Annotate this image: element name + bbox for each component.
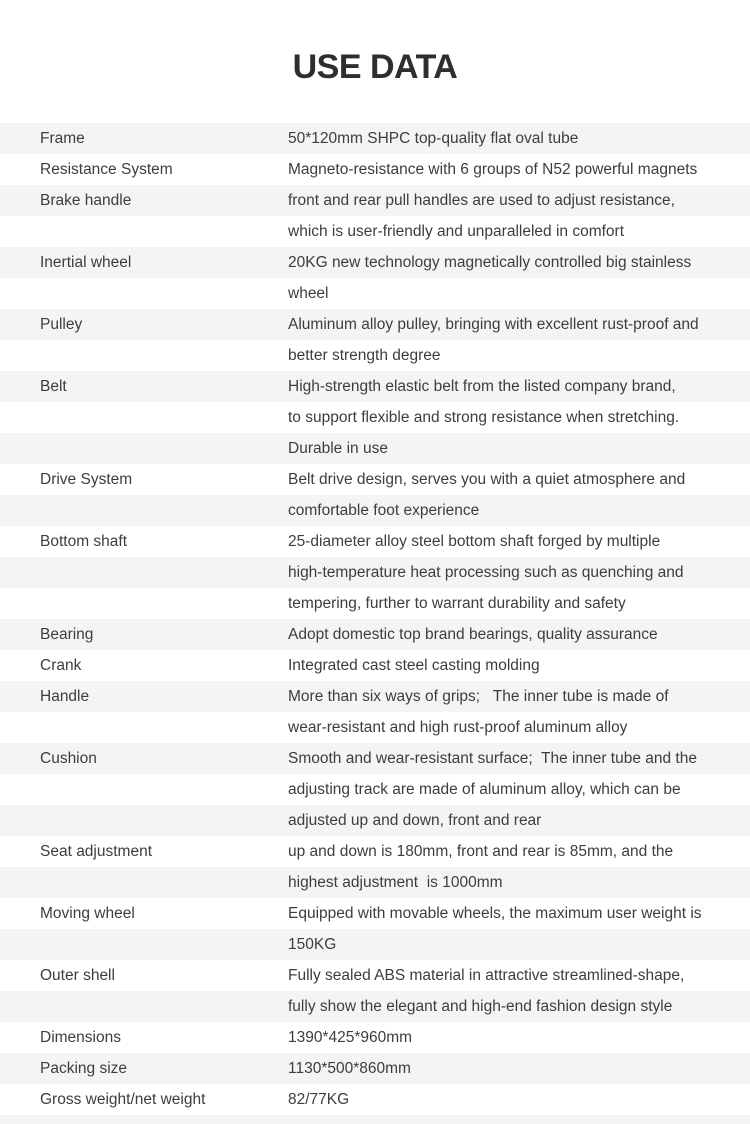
- spec-value-line: High-strength elastic belt from the listed company brand,: [288, 378, 676, 395]
- spec-value-line: Magneto-resistance with 6 groups of N52 powerful magnets: [288, 161, 698, 178]
- spec-label: Resistance System: [40, 161, 173, 178]
- spec-value-line: fully show the elegant and high-end fashion design style: [288, 998, 673, 1015]
- table-row-line: [0, 247, 750, 278]
- spec-value-line: Aluminum alloy pulley, bringing with excellent rust-proof and: [288, 316, 699, 333]
- spec-value-line: adjusted up and down, front and rear: [288, 812, 542, 829]
- spec-value-line: 25-diameter alloy steel bottom shaft forged by multiple: [288, 533, 661, 550]
- spec-value-line: 150KG: [288, 936, 337, 953]
- spec-value-line: 1130*500*860mm: [288, 1060, 411, 1077]
- table-row-line: [0, 1053, 750, 1084]
- spec-label: Inertial wheel: [40, 254, 132, 271]
- spec-value-line: highest adjustment is 1000mm: [288, 874, 503, 891]
- spec-value-line: Adopt domestic top brand bearings, quality assurance: [288, 626, 658, 643]
- page-header: [0, 0, 750, 123]
- spec-label: Gross weight/net weight: [40, 1091, 206, 1108]
- spec-label: Moving wheel: [40, 905, 135, 922]
- spec-value-line: wear-resistant and high rust-proof aluminum alloy: [288, 719, 628, 736]
- table-row-line: [0, 278, 750, 309]
- spec-value-line: Smooth and wear-resistant surface; The inner tube and the: [288, 750, 697, 767]
- table-row-line: [0, 712, 750, 743]
- table-row-line: [0, 216, 750, 247]
- spec-value-line: comfortable foot experience: [288, 502, 480, 519]
- table-row-line: [0, 309, 750, 340]
- table-row-line: [0, 960, 750, 991]
- spec-value-line: which is user-friendly and unparalleled in comfort: [288, 223, 624, 240]
- table-row-line: [0, 588, 750, 619]
- table-row-line: [0, 154, 750, 185]
- spec-label: Outer shell: [40, 967, 115, 984]
- spec-label: Packing size: [40, 1060, 128, 1077]
- spec-value-line: better strength degree: [288, 347, 441, 364]
- spec-label: Bearing: [40, 626, 94, 643]
- spec-value-line: wheel: [288, 285, 329, 302]
- table-row-line: [0, 557, 750, 588]
- spec-label: Cushion: [40, 750, 97, 767]
- spec-label: Frame: [40, 130, 85, 147]
- spec-value-line: 50*120mm SHPC top-quality flat oval tube: [288, 130, 579, 147]
- spec-value-line: Fully sealed ABS material in attractive streamlined-shape,: [288, 967, 685, 984]
- table-row-line: [0, 123, 750, 154]
- table-row-line: [0, 185, 750, 216]
- table-row-line: [0, 1084, 750, 1115]
- table-row-line: [0, 929, 750, 960]
- table-row-line: [0, 805, 750, 836]
- spec-label: Belt: [40, 378, 67, 395]
- spec-label: Dimensions: [40, 1029, 121, 1046]
- table-row-line: [0, 526, 750, 557]
- spec-value-line: 20KG new technology magnetically controlled big stainless: [288, 254, 692, 271]
- spec-value-line: Belt drive design, serves you with a quiet atmosphere and: [288, 471, 686, 488]
- spec-label: Crank: [40, 657, 82, 674]
- table-row-line: [0, 836, 750, 867]
- table-row-line: [0, 371, 750, 402]
- spec-label: Brake handle: [40, 192, 132, 209]
- spec-value-line: high-temperature heat processing such as quenching and: [288, 564, 684, 581]
- spec-value-line: 1390*425*960mm: [288, 1029, 413, 1046]
- table-row-line: [0, 681, 750, 712]
- table-row-line: [0, 991, 750, 1022]
- table-row-line: [0, 898, 750, 929]
- spec-value-line: front and rear pull handles are used to adjust resistance,: [288, 192, 675, 209]
- spec-value-line: adjusting track are made of aluminum alloy, which can be: [288, 781, 681, 798]
- table-row-line: [0, 743, 750, 774]
- table-row-line: [0, 340, 750, 371]
- spec-label: Drive System: [40, 471, 133, 488]
- spec-value-line: Integrated cast steel casting molding: [288, 657, 540, 674]
- spec-value-line: to support flexible and strong resistance when stretching.: [288, 409, 680, 426]
- table-row-line: [0, 433, 750, 464]
- trailing-stripe: [0, 1115, 750, 1124]
- spec-value-line: More than six ways of grips; The inner tube is made of: [288, 688, 669, 705]
- table-row-line: [0, 464, 750, 495]
- table-row-line: [0, 495, 750, 526]
- spec-label: Pulley: [40, 316, 83, 333]
- table-row-line: [0, 774, 750, 805]
- table-row-line: [0, 619, 750, 650]
- spec-label: Handle: [40, 688, 90, 705]
- spec-value-line: Equipped with movable wheels, the maximum user weight is: [288, 905, 702, 922]
- table-row-line: [0, 867, 750, 898]
- spec-label: Seat adjustment: [40, 843, 153, 860]
- spec-label: Bottom shaft: [40, 533, 128, 550]
- spec-value-line: up and down is 180mm, front and rear is 85mm, and the: [288, 843, 674, 860]
- table-row-line: [0, 402, 750, 433]
- spec-value-line: 82/77KG: [288, 1091, 350, 1108]
- table-row-line: [0, 1022, 750, 1053]
- spec-value-line: tempering, further to warrant durability and safety: [288, 595, 626, 612]
- page-title: USE DATA: [292, 48, 458, 86]
- spec-table: [0, 123, 750, 1115]
- table-row-line: [0, 650, 750, 681]
- spec-value-line: Durable in use: [288, 440, 388, 457]
